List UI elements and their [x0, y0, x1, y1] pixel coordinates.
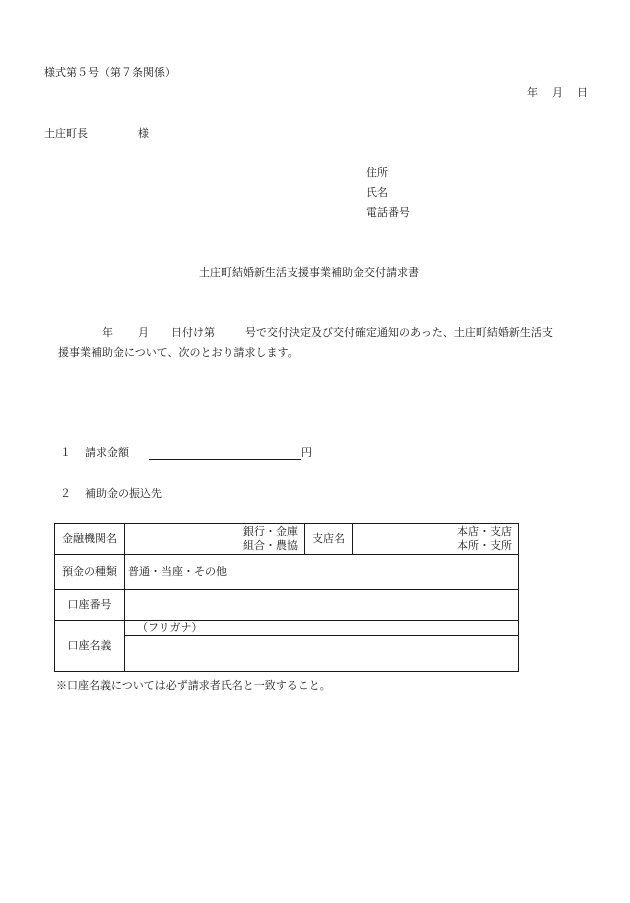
branch-field[interactable] — [353, 524, 519, 555]
body-text-1: 号で交付決定及び交付確定通知のあった、土庄町結婚新生活支 — [245, 326, 553, 339]
date-month: 月 — [552, 86, 563, 99]
amount-unit: 円 — [301, 446, 312, 459]
applicant-name-label: 氏名 — [366, 186, 388, 199]
date-line — [527, 86, 588, 100]
request-amount-item — [60, 446, 312, 460]
form-number-label: 様式第５号（第７条関係） — [44, 66, 176, 79]
applicant-address-label: 住所 — [366, 166, 388, 179]
account-number-field[interactable] — [125, 590, 519, 621]
account-name-furigana-row — [55, 621, 519, 636]
applicant-block — [366, 166, 410, 226]
request-amount-label: 請求金額 — [85, 446, 129, 459]
body-line-1 — [44, 326, 589, 346]
amount-blank-line[interactable] — [149, 447, 301, 460]
branch-types-line-2: 本所・支所 — [457, 539, 512, 552]
bank-types-line-1: 銀行・金庫 — [243, 525, 298, 538]
account-name-field[interactable] — [125, 636, 519, 672]
furigana-field[interactable]: （フリガナ） — [125, 621, 519, 636]
institution-field[interactable] — [125, 524, 305, 555]
applicant-phone-label: 電話番号 — [366, 206, 410, 219]
addressee — [44, 127, 149, 141]
account-type-options[interactable]: 普通・当座・その他 — [125, 555, 519, 590]
body-date-prefix: 日付け第 — [171, 326, 215, 339]
body-line-2: 援事業補助金について、次のとおり請求します。 — [58, 346, 299, 359]
account-type-row — [55, 555, 519, 590]
transfer-destination-item — [60, 487, 162, 501]
account-type-label: 預金の種類 — [55, 555, 125, 590]
addressee-honorific: 様 — [138, 127, 149, 140]
account-name-row — [55, 636, 519, 672]
account-number-label: 口座番号 — [55, 590, 125, 621]
institution-label: 金融機関名 — [55, 524, 125, 555]
account-number-row — [55, 590, 519, 621]
document-title: 土庄町結婚新生活支援事業補助金交付請求書 — [199, 266, 419, 279]
date-year: 年 — [527, 86, 538, 99]
date-day: 日 — [577, 86, 588, 99]
item-2-number: ２ — [60, 487, 71, 500]
bank-types-line-2: 組合・農協 — [243, 539, 298, 552]
addressee-name: 土庄町長 — [44, 127, 88, 140]
body-month: 月 — [138, 326, 149, 339]
body-year: 年 — [102, 326, 113, 339]
bank-account-table — [54, 523, 519, 672]
branch-types-line-1: 本店・支店 — [457, 525, 512, 538]
account-name-label: 口座名義 — [55, 621, 125, 672]
branch-label: 支店名 — [305, 524, 353, 555]
footnote: ※口座名義については必ず請求者氏名と一致すること。 — [56, 679, 331, 692]
body-text — [44, 326, 589, 360]
transfer-destination-label: 補助金の振込先 — [85, 487, 162, 500]
item-1-number: １ — [60, 446, 71, 459]
institution-row — [55, 524, 519, 555]
